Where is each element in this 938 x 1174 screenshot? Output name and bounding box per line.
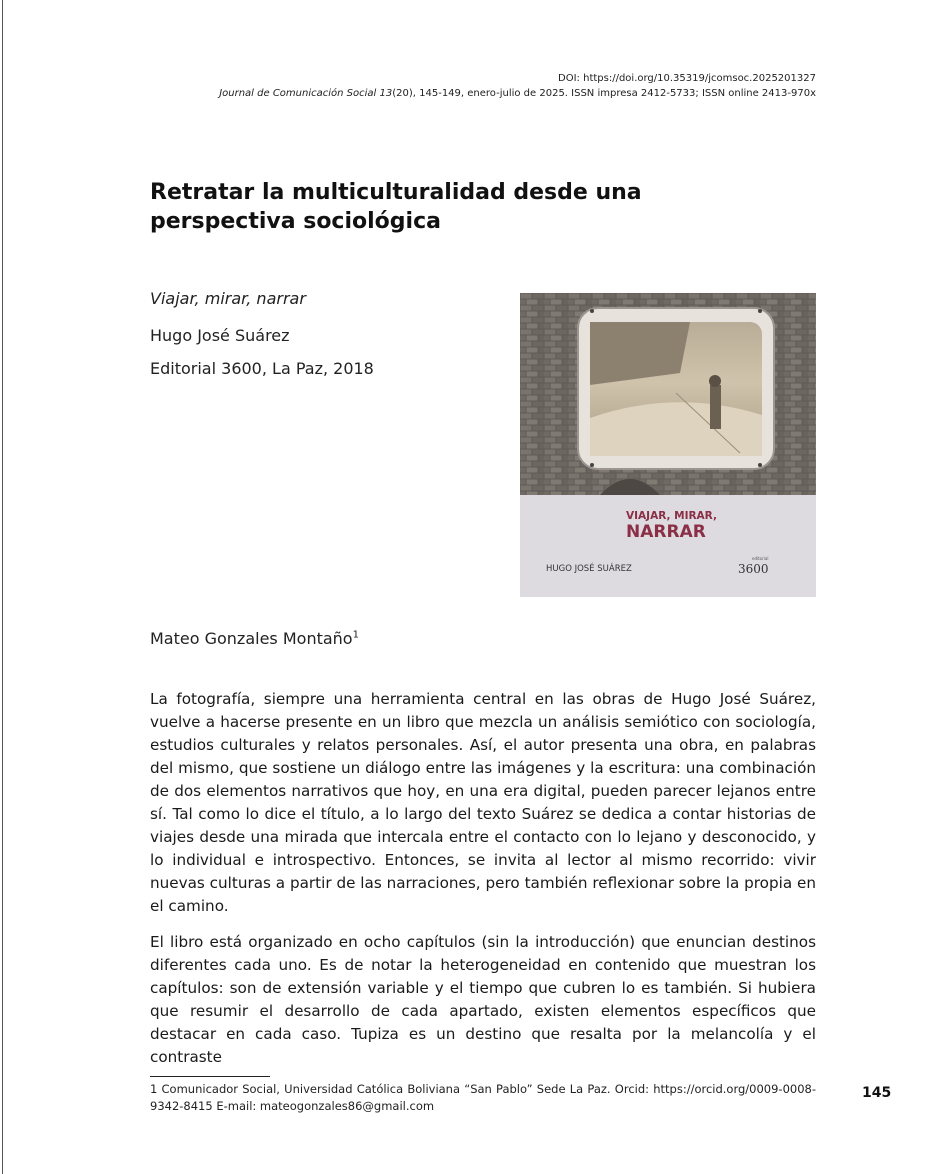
book-cover-image xyxy=(520,293,816,597)
page-left-border xyxy=(2,0,3,1174)
journal-name: Journal de Comunicación Social xyxy=(219,88,377,99)
page-header xyxy=(219,71,816,101)
footnote-reference[interactable]: 1 xyxy=(352,629,359,641)
reviewer-name-text: Mateo Gonzales Montaño xyxy=(150,629,353,648)
article-body xyxy=(150,688,816,1082)
footnote-1: 1 Comunicador Social, Universidad Católica Boliviana “San Pablo” Sede La Paz. Orcid: https://orcid.org/0009-0008-9342-8415 E-mail: mateogonzales86@gmail.com xyxy=(150,1082,816,1113)
cover-publisher-small: editorial xyxy=(752,556,769,561)
article-title: Retratar la multiculturalidad desde una perspectiva sociológica xyxy=(150,180,642,234)
reviewer-name xyxy=(150,629,359,648)
book-author: Hugo José Suárez xyxy=(150,326,290,345)
footnote-separator xyxy=(150,1076,270,1077)
cover-publisher-logo: 3600 xyxy=(738,562,769,576)
journal-volume: 13 xyxy=(379,88,393,99)
page-number: 145 xyxy=(862,1085,892,1101)
doi-line: DOI: https://doi.org/10.35319/jcomsoc.2025201327 xyxy=(558,73,816,84)
citation-details: (20), 145-149, enero-julio de 2025. ISSN impresa 2412-5733; ISSN online 2413-970x xyxy=(392,88,816,99)
cover-title-line2: NARRAR xyxy=(626,522,706,542)
book-publisher: Editorial 3600, La Paz, 2018 xyxy=(150,359,374,378)
book-title: Viajar, mirar, narrar xyxy=(150,289,306,308)
cover-author: HUGO JOSÉ SUÁREZ xyxy=(546,564,632,574)
cover-title-line1: VIAJAR, MIRAR, xyxy=(626,510,717,522)
body-paragraph-2: El libro está organizado en ocho capítulos (sin la introducción) que enuncian destinos diferentes cada uno. Es de notar la heterogeneidad en contenido que muestran los capítulos: son de extensión variable y el tiempo que cubren lo es también. Si hubiera que resumir el desarrollo de cada apartado, existen elementos específicos que destacar en cada caso. Tupiza es un destino que resalta por la melancolía y el contraste xyxy=(150,933,816,1066)
body-paragraph-1: La fotografía, siempre una herramienta central en las obras de Hugo José Suárez, vuelve a hacerse presente en un libro que mezcla un análisis semiótico con sociología, estudios culturales y relatos personales. Así, el autor presenta una obra, en palabras del mismo, que sostiene un diálogo entre las imágenes y la escritura: una combinación de dos elementos narrativos que hoy, en una era digital, pueden parecer lejanos entre sí. Tal como lo dice el título, a lo largo del texto Suárez se dedica a contar historias de viajes desde una mirada que intercala entre el contacto con lo lejano y desconocido, y lo individual e introspectivo. Entonces, se invita al lector al mismo recorrido: vivir nuevas culturas a partir de las narraciones, pero también reflexionar sobre la propia en el camino. xyxy=(150,690,816,915)
cover-mirror-figure xyxy=(710,385,721,429)
citation-line xyxy=(219,86,816,101)
